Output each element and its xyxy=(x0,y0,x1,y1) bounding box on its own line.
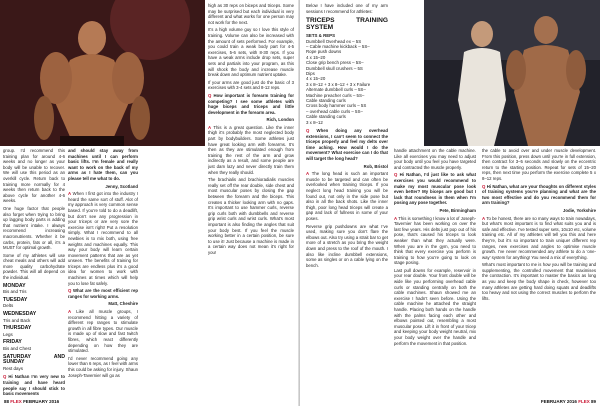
answer-paragraph-cont: I’d never recommend going any lower than 6 reps, as I feel with arms this could be asking for injury. Shaun Joseph-Tavernier will go as xyxy=(68,355,138,378)
answer-text: This is something I know a lot of Joseph-Tavernier has been working on over the last few years. His delts just pop out of his pose, that’s caused his triceps to look weaker than what they actually were. When you are in the gym, you need to think that every exercise you perform is training to how you’re going to look on stage posing. xyxy=(394,215,476,266)
workout-sets: 4 x 15–20 xyxy=(306,76,326,82)
schedule-day: TUESDAY xyxy=(3,296,28,303)
issue-date: FEBRUARY 2016 xyxy=(540,399,577,404)
workout-sets: 3 x 8–12 + 3 x 8–12 + 3 x Failure xyxy=(306,81,371,87)
coaching-photo-right xyxy=(424,0,600,146)
question-paragraph: Q What are the most efficient rep ranges for working arms. xyxy=(68,288,138,299)
right-column-3 xyxy=(482,148,596,396)
intro-paragraph: Below I have included one of my arm sessions I recommend for athletes: xyxy=(306,3,388,14)
coaching-photo-art xyxy=(424,0,600,146)
question-paragraph: Q How important is forearm training for competing? I see some athletes with huge biceps and triceps and little development in the forearm area. xyxy=(208,92,294,115)
answer-paragraph-cont: handle attachment on the cable machine. Like all exercises you may need to adjust your body until you feel you have targeted and contracted the muscle properly. xyxy=(394,148,476,170)
brand-name: FLEX xyxy=(10,399,22,404)
workout-sets: Dips xyxy=(306,71,315,77)
reader-signature: Jodie, Yorkshire xyxy=(562,207,596,213)
answer-paragraph: A To be honest, there are so many ways to train nowadays, but what’s most important is to find what suits you and is safe and effective. I’ve tested super sets, 10x10 etc, volume training etc. All of my athletes will tell you this and here they’re, but it’s so important to train unique! different rep ranges, new exercises and angles to optimise muscle growth. I’ve never recommended any athlete to do a ‘one-way’ system for anything! You need a mix of everything. xyxy=(482,215,596,260)
answer-paragraph-cont: the cable to avoid over and under muscle development. From this position, press down until you’re in full extension, then contract for 3–5 seconds and slowly on the eccentric return to the starting position. Repeat for sets of 15–20 reps, then next time you perform the exercise complete 5 x 8–12 reps. xyxy=(482,148,596,181)
right-column-2 xyxy=(394,148,476,396)
question-text: What are the most efficient rep ranges for working arms. xyxy=(68,288,138,299)
question-text: Hi Nathan, what are your thoughts on different styles of training systems you’re planning and what are the two most effective and do you recommend them for arm training? xyxy=(482,183,596,206)
reader-signature: Rob, Bristol xyxy=(363,163,388,169)
question-paragraph: Q Hi Nathan I’m very new to training and have heard people say I should stick to basic movements xyxy=(3,374,65,396)
athlete-photo-left xyxy=(0,0,205,146)
answer-paragraph: A The long head is such an important muscle to be targeted and can often be overlooked when training triceps. If you neglect long head training you will be found out, not only in the side pose but also in all the back shots. Like the inner thigh, poor long head triceps will create a gap and lack of fullness in some of your poses. xyxy=(306,171,388,221)
workout-line: – Cable machine kickback – 5S– xyxy=(306,44,370,49)
nutrient-paragraph: One huge factor that people also forget when trying to bring up lagging body parts is adding that nutrient intake. I always recommend increasing macronutrients. Whether it be carbs, protein, fats or all, it’s a MUST for optimal growth. xyxy=(3,205,65,251)
answer-text: To be honest, there are so many ways to train nowadays, but what’s most important is to find what suits you and is safe and effective. I’ve tested super sets, 10x10 etc, volume training etc. All of my athletes will tell you this and here they’re, but it’s so important to train unique! different rep ranges, new exercises and angles to optimise muscle growth. I’ve never recommended any athlete to do a ‘one-way’ system for anything! You need a mix of everything. xyxy=(482,215,596,260)
schedule-value: Bis and Chest xyxy=(3,346,32,351)
answer-text: Like all muscle groups, I recommend hitting a variety of different rep ranges to stimulate growth in all fibre types. Our muscle is made up of slow and fast twitch fibres, which react differently depending on how they are stimulated. xyxy=(68,309,138,354)
page-number: 89 xyxy=(590,399,596,404)
schedule-value: Legs xyxy=(3,331,13,337)
question-paragraph: Q Hi Nathan, what are your thoughts on different styles of training systems you’re planning and what are the two most effective and do you recommend them for arm training? xyxy=(482,183,596,206)
question-text: Hi Nathan I’m very new to training and have heard people say I should stick to basic movements xyxy=(3,374,65,396)
workout-line: Dumbbell skull crushers – 5S xyxy=(306,65,363,71)
answer-paragraph: If your arms are good just do the basic of 3 exercises with 3-4 sets and 8-12 reps. xyxy=(208,79,294,91)
schedule-value: Rest days xyxy=(3,365,24,371)
reader-signature: Jenny, Scotland xyxy=(105,183,138,189)
intro-paragraph: group. I’d recommend this training plan for around 4-6 weeks and no longer as your body will be unable to recover. We will use this period as an overkill cycle. Return back to training more normally for 4 weeks then return back to the above cycle for another 4-6 weeks. xyxy=(3,148,65,204)
answer-text: This is a great question. Like the inner thigh it’s probably the most neglected body part by bodybuilders. Some athletes just have great looking arm with forearms. It’s then as they are stimulated enough from training the rest of the arm and grow indirectly as a result, and some people are just dam lazy and never directly train them when they really should. xyxy=(208,124,294,175)
answer-paragraph: A When I first got into the industry I heard the same sort of stuff. Alot of my approach is very common sense based. If you’re told to do a deadlift, but don’t see any progression in your triceps or are very sore the exercise isn’t right! Put a resolution simply. What I recommend to all newbies is to mix both, using free weights and machines equally. This way your body will learn certain movement patterns that are as yet unseen. The benefits of training for triceps are endless plus it’s a good idea for women to work with machines at times which will help you to lose fat safely. xyxy=(68,191,138,286)
workout-line: Close grip bench press – 5S– xyxy=(306,60,364,66)
workout-sets: 4 x 15–20 xyxy=(306,54,326,60)
workout-line: – overhead cable curls – 5S– xyxy=(306,108,363,114)
brand-name: FLEX xyxy=(578,399,590,404)
question-text: Hi Nathan, I’d just like to ask what exercises you would recommend to make my most muscular pose look even better? My biceps are good but I lack that roundness in them when I’m posing any pose together. xyxy=(394,172,476,206)
weekly-schedule xyxy=(3,284,65,372)
schedule-day: SATURDAY AND SUNDAY xyxy=(3,353,65,366)
question-paragraph: Q Hi Nathan, I’d just like to ask what exercises you would recommend to make my most muscular pose look even better? My biceps are good but I lack that roundness in them when I’m posing any pose together. xyxy=(394,172,476,206)
schedule-day: MONDAY xyxy=(3,282,26,289)
answer-paragraph: A This is a great question. Like the inner thigh it’s probably the most neglected body part by bodybuilders. Some athletes just have great looking arm with forearms. It’s then as they are stimulated enough from training the rest of the arm and grow indirectly as a result, and some people are just dam lazy and never directly train them when they really should. xyxy=(208,124,294,175)
answer-text: The long head is such an important muscle to be targeted and can often be overlooked when training triceps. If you neglect long head training you will be found out, not only in the side pose but also in all the back shots. Like the inner thigh, poor long head triceps will create a gap and lack of fullness in some of your poses. xyxy=(306,171,388,221)
schedule-value: Bis and Tris xyxy=(3,289,27,295)
right-column-1 xyxy=(306,3,388,396)
schedule-value: Delts xyxy=(3,303,14,309)
training-system-heading: TRICEPS TRAINING SYSTEM xyxy=(306,17,388,32)
workout-line: Alternate dumbbell curls – 5S– xyxy=(306,87,366,93)
question-continued: and should stay away from machines until I can perform basic lifts. I’m female and really want to work on the back of my arms as I hate them, can you please tell me what to do. xyxy=(68,148,138,181)
question-text: When doing any overhead extensions, I can’t seem to connect the triceps properly and feel my delts over time aching. How would I do the movement? What exercise can I do that will target the long head? xyxy=(306,128,388,162)
answer-paragraph: A This is something I know a lot of Joseph-Tavernier has been working on over the last few years. His delts just pop out of his pose, that’s caused his triceps to look weaker than what they actually were. When you are in the gym, you need to think that every exercise you perform is training to how you’re going to look on stage posing. xyxy=(394,215,476,266)
schedule-day: FRIDAY xyxy=(3,339,22,346)
reader-signature: Pete, Birmingham xyxy=(439,207,476,213)
answer-paragraph: The brachialis and brachioradialis muscles really set off the rear double, side chest and most muscular poses by closing the gap between the forearm and the biceps. This creates a thicker looking arm with no gaps. It’s important to use hammer curls, reverse grip curls both with dumbbells and reverse grip wrist curls and wrist curls. What’s most important is also finding the angles that suit your body best. If you feel the muscle working better in a certain position, be sure to use it! Just because a machine is made in a certain way does not mean it’s right for you! xyxy=(208,177,294,255)
athlete-photo-art xyxy=(0,0,205,146)
left-column-2 xyxy=(68,148,138,396)
right-folio xyxy=(541,399,596,404)
answer-paragraph: It’s a high volume guy so I love this style of training. Volume can also be increased with the amount of sets performed. For example, you could train a weak body part for 4-5 exercises, 5-6 sets, with 8-30 reps. If you have a weak arms include drop sets, super sets and partials into your program, as this will shock the body and increase muscle break down and optimum nutrient uptake. xyxy=(208,27,294,78)
workout-line: Machine preacher curls – 5S– xyxy=(306,92,365,98)
question-paragraph: Q When doing any overhead extensions, I can’t seem to connect the triceps properly and feel my delts over time aching. How would I do the movement? What exercise can I do that will target the long head? xyxy=(306,128,388,162)
workout-line: Cable standing curls xyxy=(306,114,346,120)
sets-reps-subheading: SETS & REPS xyxy=(306,33,336,39)
answer-paragraph: What’s most important to me is how you will be training and supplementing, the controlled movement that maximises the contraction. It’s important to master the basics as long as you and keep the body shape in check, however too many athletes are getting hard doing squats and deadlifts too heavy and not using the correct muscles to perform the lifts. xyxy=(482,262,596,301)
answer-text: When I first got into the industry I heard the same sort of stuff. Alot of my approach is very common sense based. If you’re told to do a deadlift, but don’t see any progression in your triceps or are very sore the exercise isn’t right! Put a resolution simply. What I recommend to all newbies is to mix both, using free weights and machines equally. This way your body will learn certain movement patterns that are as yet unseen. The benefits of training for triceps are endless plus it’s a good idea for women to work with machines at times which will help you to lose fat safely. xyxy=(68,191,138,286)
issue-date: FEBRUARY 2016 xyxy=(23,399,60,404)
workout-line: Rope push downs xyxy=(306,49,342,55)
workout-line: Cable standing curls xyxy=(306,98,346,104)
answer-paragraph-cont: high as 30 reps on biceps and triceps. Some may be surprised but each individual is very different and what works for one person may not work for the next. xyxy=(208,3,294,25)
answer-paragraph: A Like all muscle groups, I recommend hitting a variety of different rep ranges to stimulate growth in all fibre types. Our muscle is made up of slow and fast twitch fibres, which react differently depending on how they are stimulated. xyxy=(68,309,138,354)
schedule-value: Tris and Back xyxy=(3,317,31,323)
left-column-1 xyxy=(3,148,65,396)
answer-paragraph: Last pull downs for example, reservoir in your rear double. Your front double will be wide like you performing overhead cable curls or standing centrally on both the cable machines. Shaun showed me an exercise I hadn’t seen before. Using the cable machine he attached the straight handle. Placing both hands on the handle with the palms facing each other and elbows pointed out, resembling a most muscular pose. Lift it in front of your tricep and keeping your body weight neutral, mix your body weight over the handle and perform the movement in that position. xyxy=(394,267,476,346)
page-number: 88 xyxy=(4,399,10,404)
workout-line: Dumbbell Overhead ex – 5S xyxy=(306,38,362,44)
answer-paragraph: Reverse grip pushdowns are what I’ve used, making sure you don’t flare the elbows out. Also try using a strait bar to get more of a stretch as you bring the weight down and press to the roof of the mouth. I also like incline dumbbell extensions, some as singles or on a cable lying on the bench. xyxy=(306,223,388,268)
question-text: How important is forearm training for competing? I see some athletes with huge biceps and triceps and little development in the forearm area. xyxy=(208,92,294,115)
left-folio xyxy=(4,399,59,404)
reader-signature: Matt, Cheshire xyxy=(108,301,138,307)
workout-sets: 3 x 8–12 xyxy=(306,119,323,125)
left-column-3 xyxy=(208,3,294,396)
schedule-day: WEDNESDAY xyxy=(3,311,37,318)
reader-signature: Rich, London xyxy=(266,117,294,123)
schedule-day: THURSDAY xyxy=(3,325,32,332)
workout-line: Cross body hammer curls – 5S xyxy=(306,103,367,109)
cheat-meal-paragraph: Some of my athletes will use cheat meals and others will add more quality carbohydrate powder. This will all depend on the individual. xyxy=(3,252,65,281)
